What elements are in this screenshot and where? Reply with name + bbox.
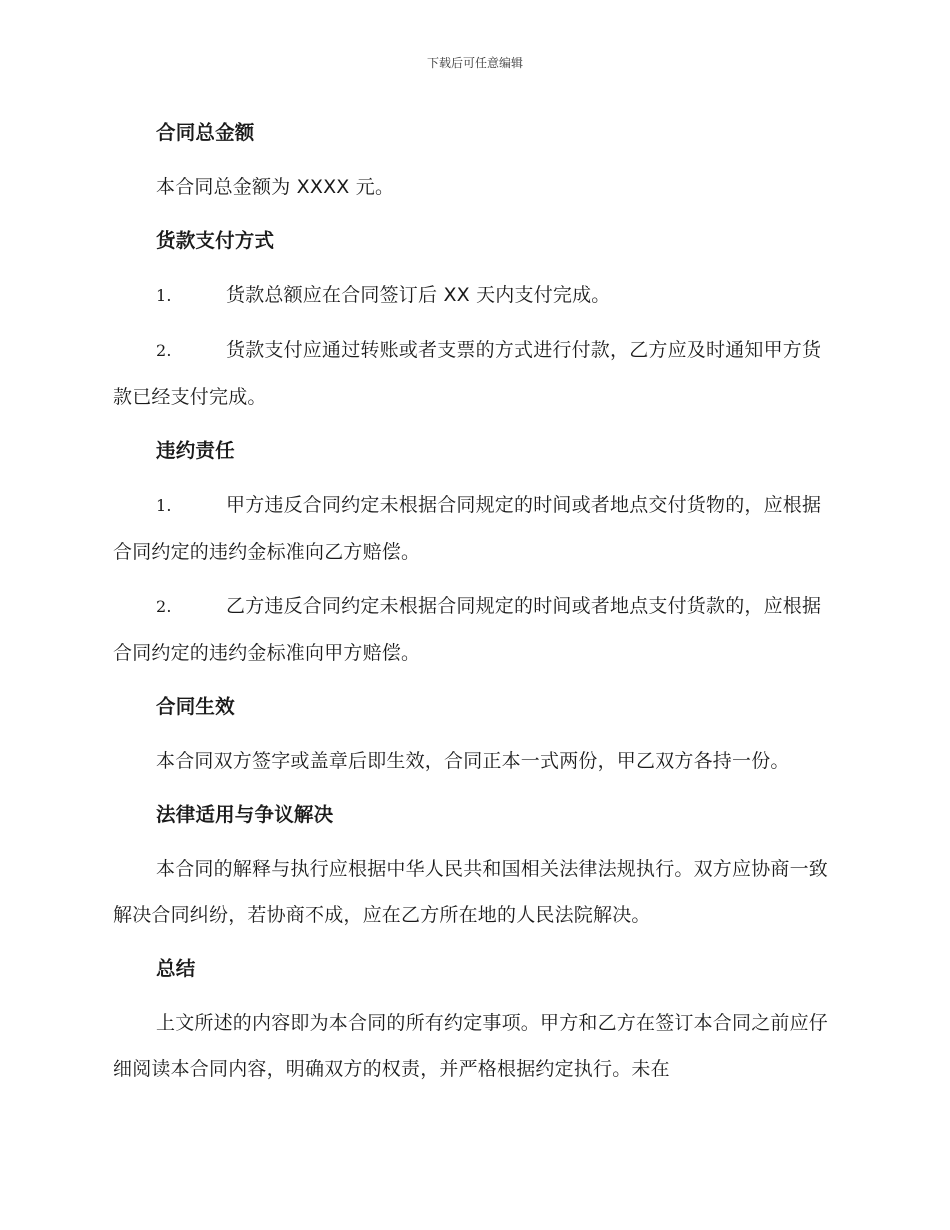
list-text: 甲方违反合同约定未根据合同规定的时间或者地点交付货物的，应根据合同约定的违约金标准向乙方赔偿。 — [113, 494, 822, 563]
section-heading-payment-method: 货款支付方式 — [156, 229, 275, 252]
list-item — [113, 583, 835, 676]
list-text: 乙方违反合同约定未根据合同规定的时间或者地点支付货款的，应根据合同约定的违约金标准向甲方赔偿。 — [113, 595, 822, 664]
list-number: 2. — [156, 341, 172, 360]
list-number: 1. — [156, 496, 172, 515]
section-heading-breach-liability: 违约责任 — [156, 439, 235, 462]
header-note: 下载后可任意编辑 — [426, 56, 523, 70]
section-heading-governing-law: 法律适用与争议解决 — [156, 803, 334, 826]
list-item — [113, 482, 835, 575]
section-paragraph-summary: 上文所述的内容即为本合同的所有约定事项。甲方和乙方在签订本合同之前应仔细阅读本合同内容，明确双方的权责，并严格根据约定执行。未在 — [113, 1012, 829, 1080]
section-paragraph-effectiveness: 本合同双方签字或盖章后即生效，合同正本一式两份，甲乙双方各持一份。 — [156, 750, 790, 772]
list-text: 货款支付应通过转账或者支票的方式进行付款，乙方应及时通知甲方货款已经支付完成。 — [113, 339, 822, 408]
section-paragraph-governing-law: 本合同的解释与执行应根据中华人民共和国相关法律法规执行。双方应协商一致解决合同纠纷，若协商不成，应在乙方所在地的人民法院解决。 — [113, 858, 829, 926]
section-paragraph-total-amount: 本合同总金额为 XXXX 元。 — [156, 176, 395, 198]
list-number: 2. — [156, 597, 172, 616]
section-heading-summary: 总结 — [156, 957, 196, 980]
section-heading-total-amount: 合同总金额 — [156, 121, 255, 144]
list-item — [113, 327, 835, 420]
list-text: 货款总额应在合同签订后 XX 天内支付完成。 — [226, 284, 611, 306]
list-number: 1. — [156, 286, 172, 305]
document-body — [113, 110, 835, 1100]
section-heading-effectiveness: 合同生效 — [156, 695, 235, 718]
list-item — [113, 272, 835, 319]
